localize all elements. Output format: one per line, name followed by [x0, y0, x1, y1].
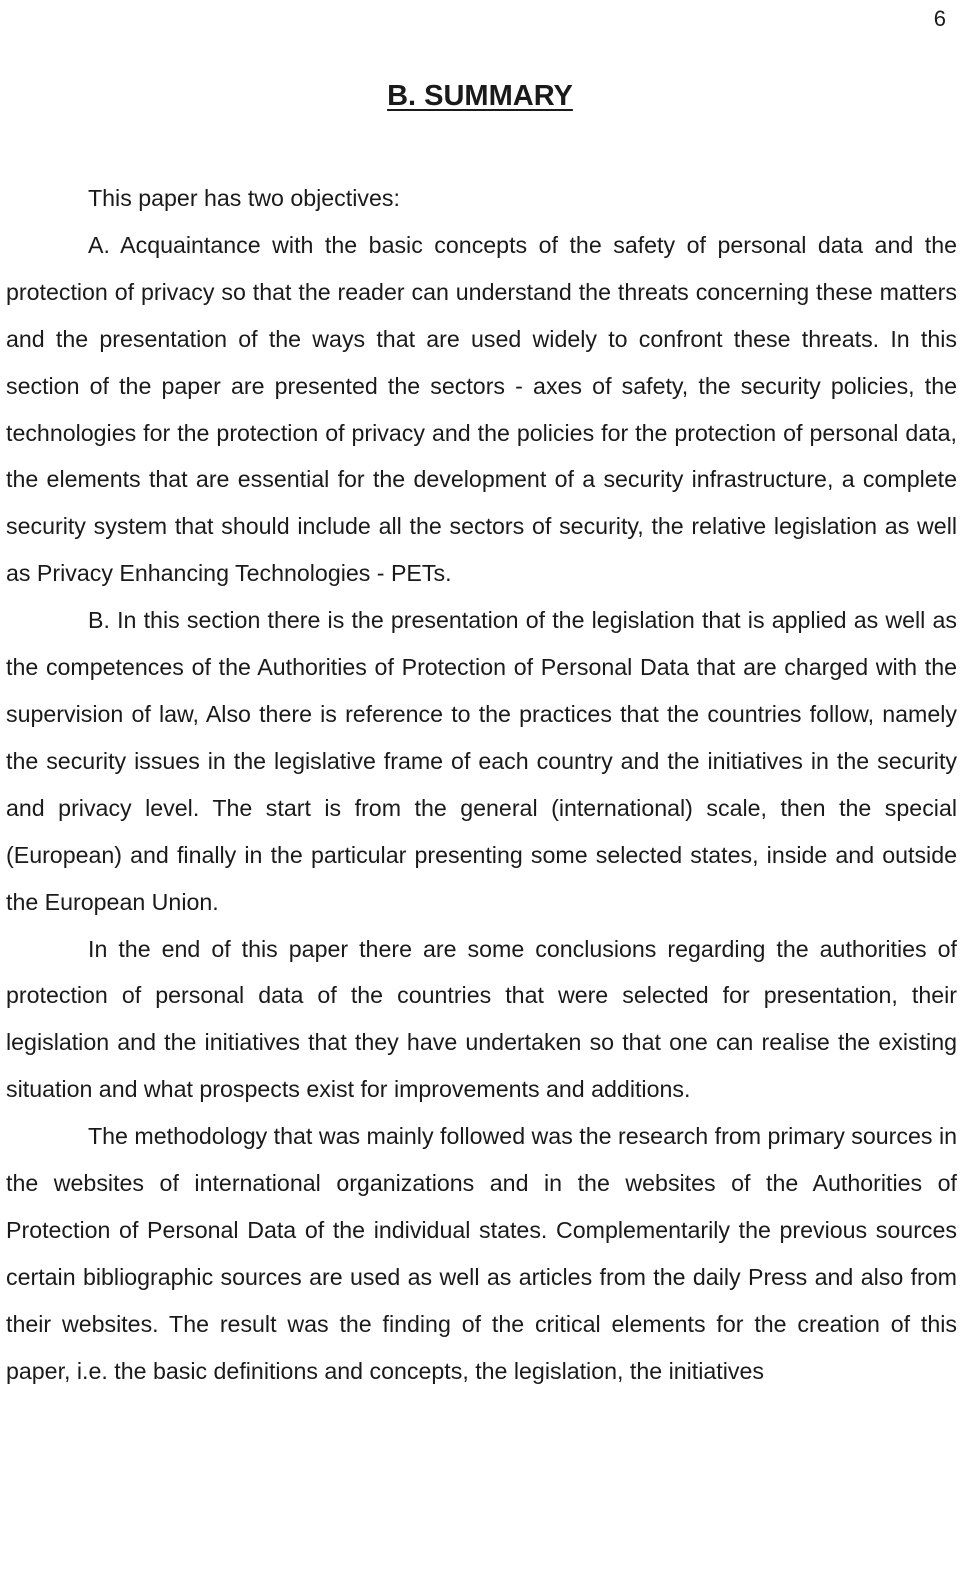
- paragraph-objectives-intro: This paper has two objectives:: [88, 185, 400, 211]
- paragraph-objective-a: A. Acquaintance with the basic concepts of the safety of personal data and the protection of privacy so that the reader can understand the threats concerning these matters and the presentation of the ways that are used widely to confront these threats. In this section of the paper are presented the sectors - axes of safety, the security policies, the technologies for the protection of privacy and the policies for the protection of personal data, the elements that are essential for the development of a security infrastructure, a complete security system that should include all the sectors of security, the relative legislation as well as Privacy Enhancing Technologies - PETs.: [6, 231, 957, 587]
- body-text: [6, 175, 957, 1395]
- section-title-text: B. SUMMARY: [387, 80, 573, 112]
- paragraph-methodology: The methodology that was mainly followed was the research from primary sources in the websites of international organizations and in the websites of the Authorities of Protection of Personal Data of the individual states. Complementarily the previous sources certain bibliographic sources are used as well as articles from the daily Press and also from their websites. The result was the finding of the critical elements for the creation of this paper, i.e. the basic definitions and concepts, the legislation, the initiatives: [6, 1123, 957, 1384]
- section-title: [0, 76, 960, 116]
- page-number: 6: [933, 6, 946, 31]
- paragraph-objective-b: B. In this section there is the presentation of the legislation that is applied as well as the competences of the Authorities of Protection of Personal Data that are charged with the supervision of law, Also there is reference to the practices that the countries follow, namely the security issues in the legislative frame of each country and the initiatives in the security and privacy level. The start is from the general (international) scale, then the special (European) and finally in the particular presenting some selected states, inside and outside the European Union.: [6, 607, 957, 915]
- paragraph-conclusions: In the end of this paper there are some conclusions regarding the authorities of protection of personal data of the countries that were selected for presentation, their legislation and the initiatives that they have undertaken so that one can realise the existing situation and what prospects exist for improvements and additions.: [6, 935, 957, 1103]
